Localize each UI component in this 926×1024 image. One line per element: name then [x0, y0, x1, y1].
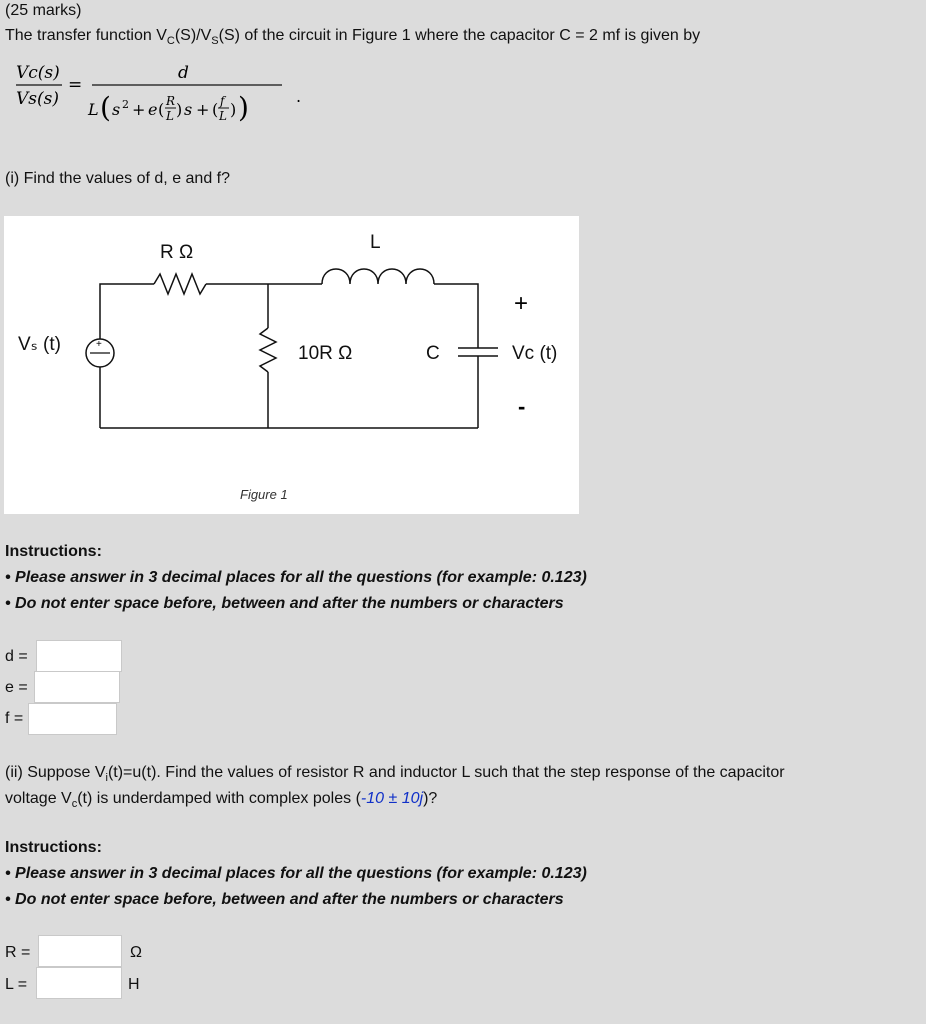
transfer-function-formula [14, 58, 314, 128]
label-source: Vₛ (t) [18, 334, 61, 355]
answer-f-label: f = [5, 710, 24, 727]
svg-text:L: L [166, 109, 174, 123]
label-vc: Vᴄ (t) [512, 343, 558, 364]
svg-text:+: + [196, 100, 210, 119]
svg-text:2: 2 [122, 98, 129, 111]
answer-l-unit: H [128, 976, 140, 993]
intro-after: (S) of the circuit in Figure 1 where the capacitor C = 2 mf is given by [218, 27, 701, 44]
answer-f-input[interactable] [28, 703, 117, 735]
svg-text:+: + [132, 100, 146, 119]
svg-text:): ) [230, 100, 237, 119]
answer-d-label: d = [5, 648, 28, 665]
svg-text:s: s [112, 100, 121, 119]
formula-lhs-num: Vc(s) [16, 63, 60, 83]
q2-poles: -10 ± 10j [360, 790, 424, 807]
q2-line2-a: voltage V [5, 790, 72, 807]
resistor-shunt-symbol [260, 328, 276, 372]
instructions-2-item-2-text: Do not enter space before, between and after the numbers or characters [15, 891, 564, 908]
answer-l-input[interactable] [36, 967, 122, 999]
marks-label: (25 marks) [5, 2, 82, 19]
instructions-1-item-2-text: Do not enter space before, between and after the numbers or characters [15, 595, 564, 612]
label-r-shunt: 10R Ω [298, 343, 353, 364]
label-r-top: R Ω [160, 242, 194, 263]
question-2-line-1 [5, 763, 785, 788]
intro-sub-c: C [166, 35, 175, 48]
instructions-1-item-1-text: Please answer in 3 decimal places for all the questions (for example: 0.123) [15, 569, 587, 586]
instructions-2-title: Instructions: [5, 839, 102, 856]
answer-d-input[interactable] [36, 640, 122, 672]
q2-line2-b: (t) is underdamped with complex poles ( [77, 790, 361, 807]
label-capacitor: C [426, 343, 440, 364]
formula-lhs-den: Vs(s) [16, 89, 59, 109]
answer-r-unit: Ω [130, 944, 142, 961]
question-1: (i) Find the values of d, e and f? [5, 170, 231, 187]
circuit-figure [4, 216, 579, 514]
intro-text [5, 26, 700, 51]
q2-line1-a: (ii) Suppose V [5, 764, 106, 781]
formula-equals: = [68, 75, 83, 95]
answer-r-input[interactable] [38, 935, 122, 967]
svg-text:L: L [88, 100, 99, 119]
svg-text:(: ( [100, 91, 111, 124]
instructions-2-item-1-text: Please answer in 3 decimal places for all the questions (for example: 0.123) [15, 865, 587, 882]
source-plus: + [96, 339, 102, 350]
svg-text:(: ( [158, 100, 165, 119]
instructions-2-item-2: • Do not enter space before, between and after the numbers or characters [5, 891, 564, 908]
svg-text:R: R [166, 94, 176, 108]
instructions-1-item-1: • Please answer in 3 decimal places for all the questions (for example: 0.123) [5, 569, 587, 586]
q2-line1-b: (t)=u(t). Find the values of resistor R and inductor L such that the step response of the capacitor [107, 764, 785, 781]
question-2-line-2 [5, 789, 437, 814]
svg-text:e: e [148, 100, 158, 119]
label-plus: + [514, 290, 529, 317]
instructions-1-item-2: • Do not enter space before, between and after the numbers or characters [5, 595, 564, 612]
resistor-top-symbol [154, 274, 206, 294]
answer-r-label: R = [5, 944, 31, 961]
answer-l-label: L = [5, 976, 28, 993]
answer-e-input[interactable] [34, 671, 120, 703]
formula-trailing-dot: . [296, 87, 302, 106]
q2-line2-c: )? [423, 790, 438, 807]
svg-text:): ) [176, 100, 183, 119]
instructions-2-item-1: • Please answer in 3 decimal places for all the questions (for example: 0.123) [5, 865, 587, 882]
intro-sub-s: S [211, 35, 219, 48]
svg-text:(: ( [212, 100, 219, 119]
label-minus: - [518, 394, 526, 419]
q2-line2-sub: c [71, 798, 78, 811]
formula-rhs-num: d [178, 63, 189, 83]
inductor-symbol [322, 269, 434, 284]
intro-mid: (S)/V [174, 27, 212, 44]
svg-text:f: f [220, 94, 225, 108]
figure-caption: Figure 1 [240, 487, 288, 502]
answer-e-label: e = [5, 679, 28, 696]
svg-text:s: s [184, 100, 193, 119]
instructions-1-title: Instructions: [5, 543, 102, 560]
svg-text:L: L [219, 109, 227, 123]
intro-before: The transfer function V [5, 27, 167, 44]
q2-line1-sub: i [105, 772, 108, 785]
label-inductor: L [370, 232, 381, 253]
svg-text:): ) [238, 91, 249, 124]
formula-rhs-den [87, 91, 249, 124]
